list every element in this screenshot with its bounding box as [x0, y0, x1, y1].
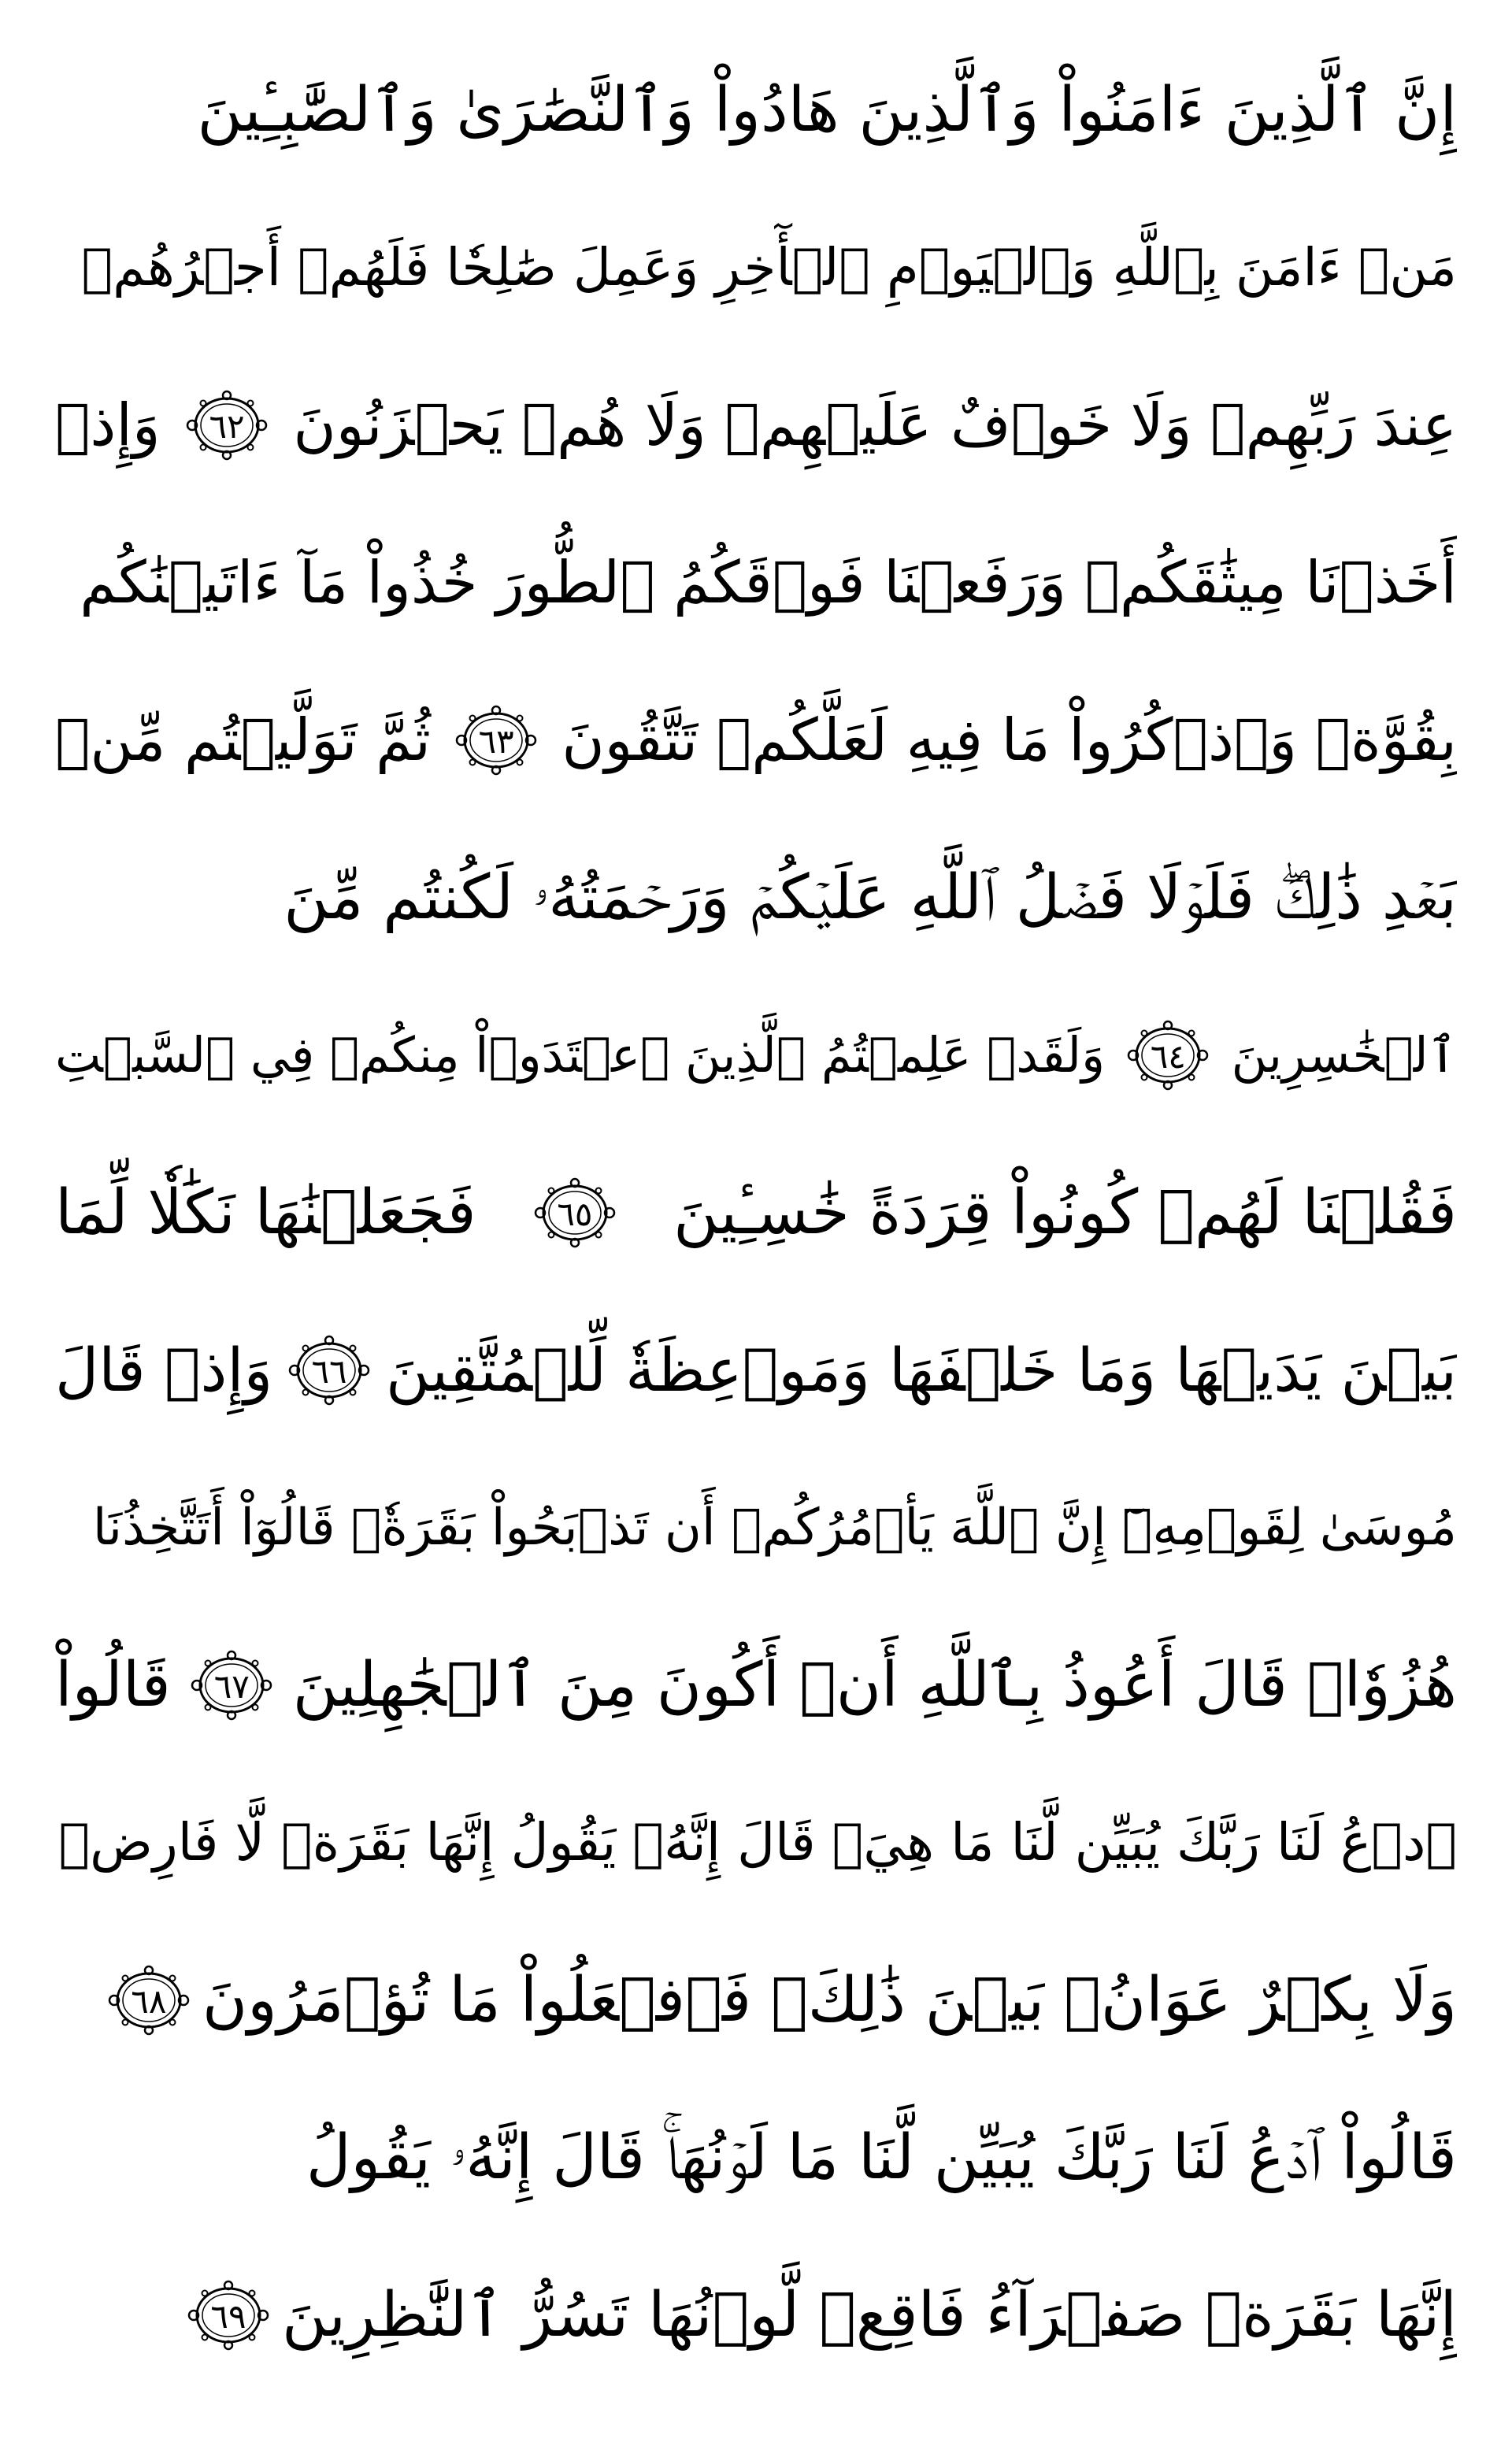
verse-line [55, 662, 1457, 819]
verse-line [55, 32, 1457, 189]
verse-text-segment: وَإِذۡ [55, 391, 161, 459]
ayah-number: ٦٨ [131, 1982, 167, 2021]
verse-text-segment: قَالُواْ ٱدۡعُ لَنَا رَبَّكَ يُبَيِّن لَّنَا مَا لَوۡنُهَاۚ قَالَ إِنَّهُۥ يَقُولُ [306, 2122, 1457, 2193]
verse-text-segment: بَيۡنَ يَدَيۡهَا وَمَا خَلۡفَهَا وَمَوۡعِظَةٗ لِّلۡمُتَّقِينَ [385, 1335, 1457, 1405]
verse-text-segment: مُوسَىٰ لِقَوۡمِهِۦٓ إِنَّ ٱللَّهَ يَأۡمُرُكُمۡ أَن تَذۡبَحُواْ بَقَرَةٗۖ قَالُوٓاْ أَتَتَّخِذُنَا [92, 1499, 1457, 1557]
ayah-number: ٦٩ [210, 2297, 246, 2336]
verse-text-segment: بِقُوَّةٖ وَٱذۡكُرُواْ مَا فِيهِ لَعَلَّكُمۡ تَتَّقُونَ [561, 706, 1457, 774]
ayah-number: ٦٥ [557, 1195, 593, 1233]
verse-text-segment: فَقُلۡنَا لَهُمۡ كُونُواْ قِرَدَةً خَٰسِـِٔينَ [673, 1177, 1457, 1248]
verse-text-segment: مَنۡ ءَامَنَ بِٱللَّهِ وَٱلۡيَوۡمِ ٱلۡأٓخِرِ وَعَمِلَ صَٰلِحٗا فَلَهُمۡ أَجۡرُهُمۡ [81, 237, 1457, 298]
verse-text-segment: ٱدۡعُ لَنَا رَبَّكَ يُبَيِّن لَّنَا مَا هِيَۚ قَالَ إِنَّهُۥ يَقُولُ إِنَّهَا بَقَرَةٞ لَّا فَارِضٞ [58, 1812, 1457, 1873]
verse-line [55, 819, 1457, 977]
ayah-number-marker [287, 1332, 372, 1408]
verse-line [55, 347, 1457, 504]
verse-line [55, 2237, 1457, 2394]
verse-line [55, 1607, 1457, 1764]
verse-text-segment: هُزُوٗاۖ قَالَ أَعُوذُ بِٱللَّهِ أَنۡ أَكُونَ مِنَ ٱلۡجَٰهِلِينَ [292, 1650, 1457, 1721]
ayah-number-marker [189, 1647, 274, 1723]
verse-text-block [55, 32, 1457, 2394]
verse-line [55, 1764, 1457, 1922]
verse-line [55, 2079, 1457, 2237]
verse-line [55, 189, 1457, 347]
ayah-number: ٦٢ [209, 407, 245, 446]
verse-text-segment: فَجَعَلۡنَٰهَا نَكَٰلٗا لِّمَا [55, 1177, 476, 1248]
ayah-number-marker [454, 702, 539, 778]
verse-text-segment: قَالُواْ [55, 1650, 171, 1721]
verse-line [55, 1922, 1457, 2079]
ayah-number-marker [106, 1962, 191, 2038]
verse-text-segment: أَخَذۡنَا مِيثَٰقَكُمۡ وَرَفَعۡنَا فَوۡقَكُمُ ٱلطُّورَ خُذُواْ مَآ ءَاتَيۡنَٰكُم [80, 549, 1457, 617]
verse-text-segment: ثُمَّ تَوَلَّيۡتُم مِّنۢ [55, 706, 431, 774]
ayah-number-marker [1125, 1017, 1210, 1093]
ayah-number: ٦٤ [1150, 1037, 1186, 1076]
ayah-number-marker [532, 1175, 617, 1251]
ayah-number: ٦٧ [213, 1667, 250, 1706]
verse-text-segment: وَإِذۡ قَالَ [55, 1335, 273, 1405]
verse-text-segment: وَلَا بِكۡرٌ عَوَانُۢ بَيۡنَ ذَٰلِكَۖ فَٱفۡعَلُواْ مَا تُؤۡمَرُونَ [202, 1965, 1457, 2036]
ayah-number: ٦٦ [311, 1352, 347, 1391]
verse-line [55, 1134, 1457, 1292]
ayah-number: ٦٣ [478, 722, 514, 761]
verse-line [55, 1292, 1457, 1449]
verse-line [55, 977, 1457, 1134]
verse-text-segment: بَعۡدِ ذَٰلِكَۖ فَلَوۡلَا فَضۡلُ ٱللَّهِ عَلَيۡكُمۡ وَرَحۡمَتُهُۥ لَكُنتُم مِّنَ [284, 862, 1457, 933]
verse-text-segment: ٱلۡخَٰسِرِينَ [1231, 1026, 1457, 1084]
verse-line [55, 1449, 1457, 1607]
verse-text-segment: إِنَّ ٱلَّذِينَ ءَامَنُواْ وَٱلَّذِينَ هَادُواْ وَٱلنَّصَٰرَىٰ وَٱلصَّٰبِـِٔينَ [197, 75, 1457, 146]
verse-text-segment: إِنَّهَا بَقَرَةٞ صَفۡرَآءُ فَاقِعٞ لَّوۡنُهَا تَسُرُّ ٱلنَّٰظِرِينَ [281, 2280, 1457, 2351]
verse-line [55, 504, 1457, 662]
ayah-number-marker [184, 387, 269, 463]
ayah-number-marker [186, 2277, 271, 2353]
verse-text-segment: وَلَقَدۡ عَلِمۡتُمُ ٱلَّذِينَ ٱعۡتَدَوۡاْ مِنكُمۡ فِي ٱلسَّبۡتِ [55, 1026, 1106, 1084]
verse-text-segment: عِندَ رَبِّهِمۡ وَلَا خَوۡفٌ عَلَيۡهِمۡ وَلَا هُمۡ يَحۡزَنُونَ [293, 391, 1457, 459]
